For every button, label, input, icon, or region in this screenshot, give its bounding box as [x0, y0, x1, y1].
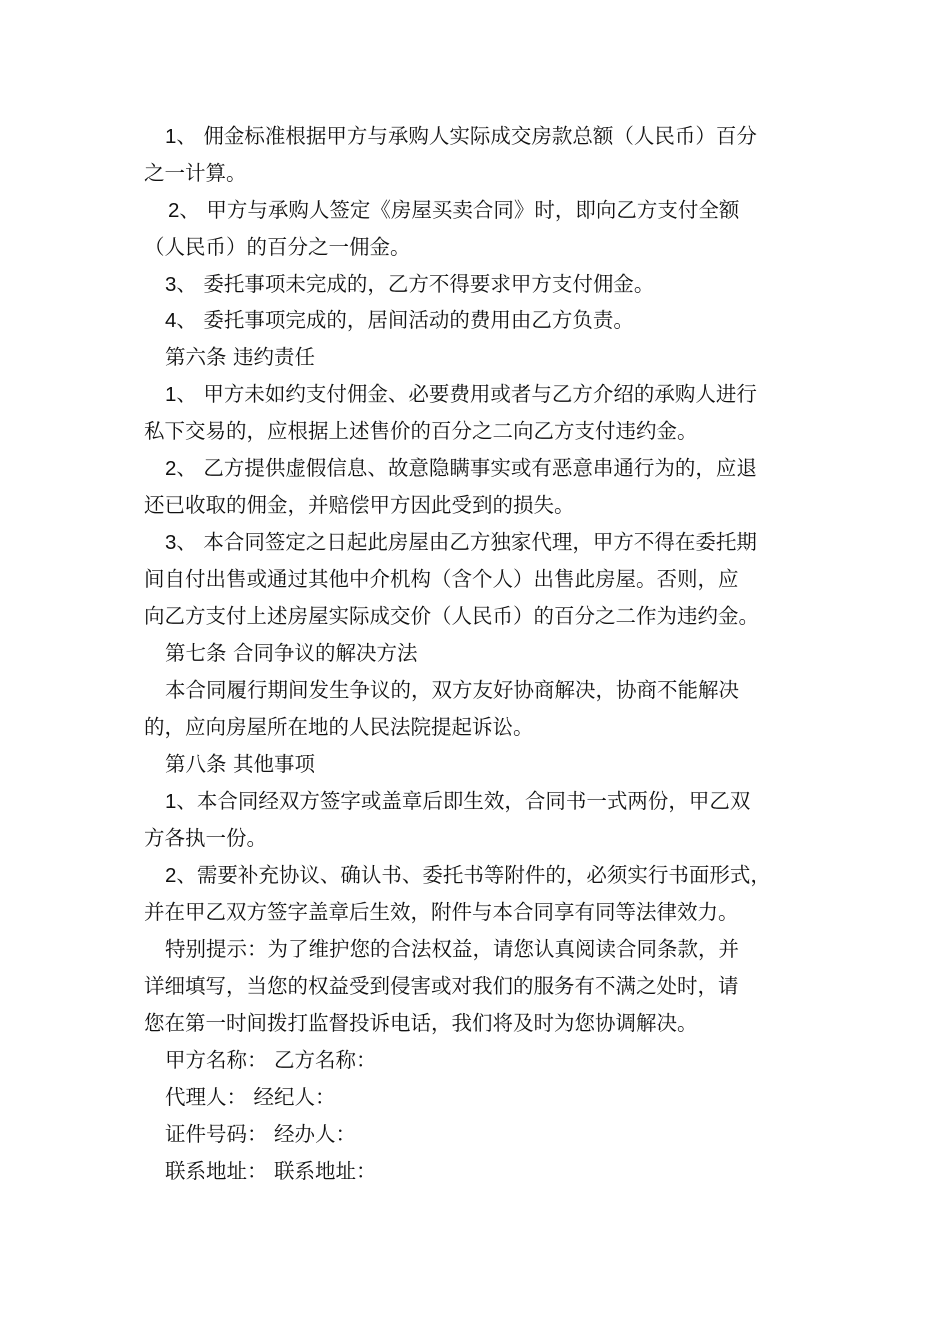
- line-text: 的，应向房屋所在地的人民法院提起诉讼。: [144, 715, 534, 739]
- line-text: 乙方提供虚假信息、故意隐瞒事实或有恶意串通行为的，应退: [196, 456, 757, 480]
- clause-6-item-3: [0, 524, 950, 561]
- line-text: 之一计算。: [144, 161, 247, 185]
- line-text: 、本合同经双方签字或盖章后即生效，合同书一式两份，甲乙双: [176, 789, 751, 813]
- item-number: 1、: [165, 125, 197, 148]
- signature-id-numbers: [0, 1116, 950, 1153]
- line-text: 、需要补充协议、确认书、委托书等附件的，必须实行书面形式，: [176, 863, 771, 887]
- line-text: 间自付出售或通过其他中介机构（含个人）出售此房屋。否则，应: [144, 567, 739, 591]
- clause-7-body-cont: [0, 709, 950, 746]
- section-heading-7: [0, 635, 950, 672]
- item-number: 4、: [165, 309, 197, 332]
- special-notice: [0, 931, 950, 968]
- clause-6-item-3-cont-2: [0, 598, 950, 635]
- signature-party-names: [0, 1042, 950, 1079]
- item-number: 1: [165, 790, 177, 813]
- line-text: 联系地址： 联系地址：: [165, 1159, 377, 1183]
- clause-5-item-3: [0, 266, 950, 303]
- clause-5-item-4: [0, 302, 950, 339]
- line-text: 特别提示：为了维护您的合法权益，请您认真阅读合同条款，并: [165, 937, 739, 961]
- item-number: 3、: [165, 531, 197, 554]
- line-text: 向乙方支付上述房屋实际成交价（人民币）的百分之二作为违约金。: [144, 604, 759, 628]
- clause-8-item-1: [0, 783, 950, 820]
- clause-5-item-1: [0, 118, 950, 155]
- clause-7-body: [0, 672, 950, 709]
- section-heading-8: [0, 746, 950, 783]
- line-text: （人民币）的百分之一佣金。: [144, 235, 411, 259]
- section-heading-6: [0, 339, 950, 376]
- clause-6-item-1-cont: [0, 413, 950, 450]
- signature-agents: [0, 1079, 950, 1116]
- line-text: 甲方未如约支付佣金、必要费用或者与乙方介绍的承购人进行: [196, 382, 757, 406]
- line-text: 第六条 违约责任: [165, 345, 316, 369]
- item-number: 3、: [165, 273, 197, 296]
- line-text: 委托事项未完成的，乙方不得要求甲方支付佣金。: [196, 272, 655, 296]
- line-text: 本合同履行期间发生争议的，双方友好协商解决，协商不能解决: [165, 678, 739, 702]
- item-number: 2: [165, 864, 177, 887]
- line-text: 方各执一份。: [144, 826, 267, 850]
- clause-6-item-2-cont: [0, 487, 950, 524]
- line-text: 第八条 其他事项: [165, 752, 316, 776]
- special-notice-cont-1: [0, 968, 950, 1005]
- line-text: 您在第一时间拨打监督投诉电话，我们将及时为您协调解决。: [144, 1011, 698, 1035]
- clause-6-item-1: [0, 376, 950, 413]
- line-text: 证件号码： 经办人：: [165, 1122, 357, 1146]
- clause-6-item-2: [0, 450, 950, 487]
- line-text: 并在甲乙双方签字盖章后生效，附件与本合同享有同等法律效力。: [144, 900, 739, 924]
- clause-8-item-2: [0, 857, 950, 894]
- line-text: 详细填写，当您的权益受到侵害或对我们的服务有不满之处时，请: [144, 974, 739, 998]
- special-notice-cont-2: [0, 1005, 950, 1042]
- item-number: 2、: [168, 199, 200, 222]
- clause-8-item-2-cont: [0, 894, 950, 931]
- line-text: 委托事项完成的，居间活动的费用由乙方负责。: [196, 308, 634, 332]
- line-text: 甲方名称： 乙方名称：: [165, 1048, 377, 1072]
- clause-5-item-1-cont: [0, 155, 950, 192]
- clause-6-item-3-cont-1: [0, 561, 950, 598]
- line-text: 本合同签定之日起此房屋由乙方独家代理，甲方不得在委托期: [196, 530, 757, 554]
- clause-8-item-1-cont: [0, 820, 950, 857]
- line-text: 第七条 合同争议的解决方法: [165, 641, 418, 665]
- line-text: 还已收取的佣金，并赔偿甲方因此受到的损失。: [144, 493, 575, 517]
- line-text: 私下交易的，应根据上述售价的百分之二向乙方支付违约金。: [144, 419, 698, 443]
- line-text: 甲方与承购人签定《房屋买卖合同》时，即向乙方支付全额: [199, 198, 740, 222]
- line-text: 代理人： 经纪人：: [165, 1085, 336, 1109]
- item-number: 2、: [165, 457, 197, 480]
- clause-5-item-2: [0, 192, 950, 229]
- clause-5-item-2-cont: [0, 229, 950, 266]
- line-text: 佣金标准根据甲方与承购人实际成交房款总额（人民币）百分: [196, 124, 757, 148]
- signature-addresses: [0, 1153, 950, 1190]
- item-number: 1、: [165, 383, 197, 406]
